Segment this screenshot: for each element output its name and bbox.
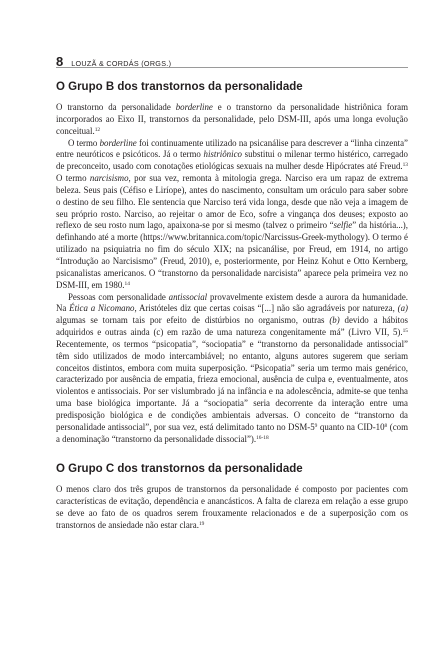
section-b-paragraph-3 [56,292,408,446]
text-run: , por sua vez, remonta à mitologia grega. Narciso era um rapaz de extrema beleza. Seus pais (Céfiso e Liríope), antes do nascimento, consultam um oráculo para saber sobre o destino de seu filho. Ele sentencia que Narciso terá vida longa, desde que não veja a imagem de seu próprio rosto. Narciso, ao rejeitar o amor de Eco, sofre a vingança dos deuses; exposto ao reflexo de seu rosto num lago, apaixona-se por si mesmo (talvez o primeiro “ [56,173,408,231]
italic-term: narcisismo [89,173,129,184]
section-b-heading: O Grupo B dos transtornos da personalidade [56,81,303,93]
footnote-ref: 16-18 [256,434,269,441]
page-number: 8 [56,54,64,69]
text-run: O menos claro dos três grupos de transtornos da personalidade é composto por pacientes com características de evitação, dependência e anancásticos. A falta de clareza em relação a esse grupo se deve ao fato de os quadros serem frouxamente relacionados e de a superposição com os transtornos de ansiedade não estar clara. [56,484,408,530]
section-c-paragraph-1 [56,484,408,531]
text-run: Recentemente, os termos “psicopatia”, “sociopatia” e “transtorno da personalidade antissocial” têm sido utilizados de modo intercambiável; no entanto, alguns autores sugerem que seriam conceitos distintos, embora com muita superposição. “Psicopatia” seria um termo mais genérico, caracterizado por ausência de empatia, frieza emocional, ausência de culpa e, eventualmente, atos violentos e antissociais. Por ser vislumbrado já na infância e na adolescência, admite-se que tenha uma base biológica importante. Já a “sociopatia” seria decorrente da interação entre uma predisposição biológica e de condições ambientais adversas. O conceito de “transtorno da personalidade antissocial”, por sua vez, está delimitado tanto no DSM-5 [56,338,408,432]
page-body [56,79,408,532]
text-run: provavelmente existem desde a aurora da humanidade. Na [56,291,408,314]
text-run: foi continuamente utilizado na psicanálise para descrever a “linha cinzenta” entre neuróticos e psicóticos. Já o termo [56,137,408,160]
text-run: O termo [56,173,90,184]
footnote-ref: 15 [402,328,408,335]
text-run: ” da história...), definhando até a morte (https://www.britannica.com/topic/Narcissus-Greek-mythology). O termo é utilizado na psiquiatria no fim do século XIX; na psicanálise, por Freud, em 1914, no artigo “Introdução ao Narcisismo” (Freud, 2010), e, posteriormente, por Heinz Kohut e Otto Kernberg, psicanalistas americanos. O “transtorno da personalidade narcisista” aparece pela primeira vez no DSM-III, em 1980. [56,220,408,290]
text-run: , Aristóteles diz que certas coisas “[...] não são agradáveis por natureza, [134,303,398,314]
text-run: algumas se tornam tais por efeito de distúrbios no organismo, outras [56,315,330,326]
footnote-ref: 19 [198,521,205,527]
footnote-ref: 14 [124,280,130,287]
section-b-paragraph-2 [56,138,408,292]
italic-term: borderline [99,137,137,148]
italic-marker: (a) [397,303,408,314]
text-run: substitui o milenar termo histérico, carregado de preconceito, usado com conotações etiológicas sexuais na mulher desde Hipócrates até Freud. [56,149,408,172]
running-title: LOUZÃ & CORDÁS (ORGS.) [71,59,172,68]
italic-marker: (b) [329,315,340,326]
text-run: quanto na CID-10 [317,421,385,432]
text-run: (com a denominação “transtorno da personalidade dissocial”). [56,421,408,444]
italic-title: Ética a Nicomano [69,303,135,314]
section-b-paragraph-1 [56,102,408,138]
header-rule [56,67,408,68]
text-run: devido a hábitos adquiridos e outras ainda (c) em razão de uma natureza congenitamente má” (Livro VII, 5). [56,315,408,338]
footnote-ref: 12 [94,126,101,133]
text-run: Pessoas com personalidade [68,291,169,302]
italic-term: borderline [175,102,213,112]
footnote-ref: 8 [384,422,388,429]
footnote-ref: 9 [314,422,318,429]
text-run: O transtorno da personalidade [56,102,176,112]
text-run: O termo [68,137,100,148]
section-c-heading: O Grupo C dos transtornos da personalidade [56,463,303,476]
italic-term: antissocial [168,291,208,302]
text-run: e o transtorno da personalidade histriônica foram incorporados ao Eixo II, transtornos da personalidade, pelo DSM-III, após uma longa evolução conceitual. [56,102,408,136]
italic-term: selfie [333,220,353,231]
footnote-ref: 13 [402,162,408,169]
italic-term: histriônico [203,149,242,160]
